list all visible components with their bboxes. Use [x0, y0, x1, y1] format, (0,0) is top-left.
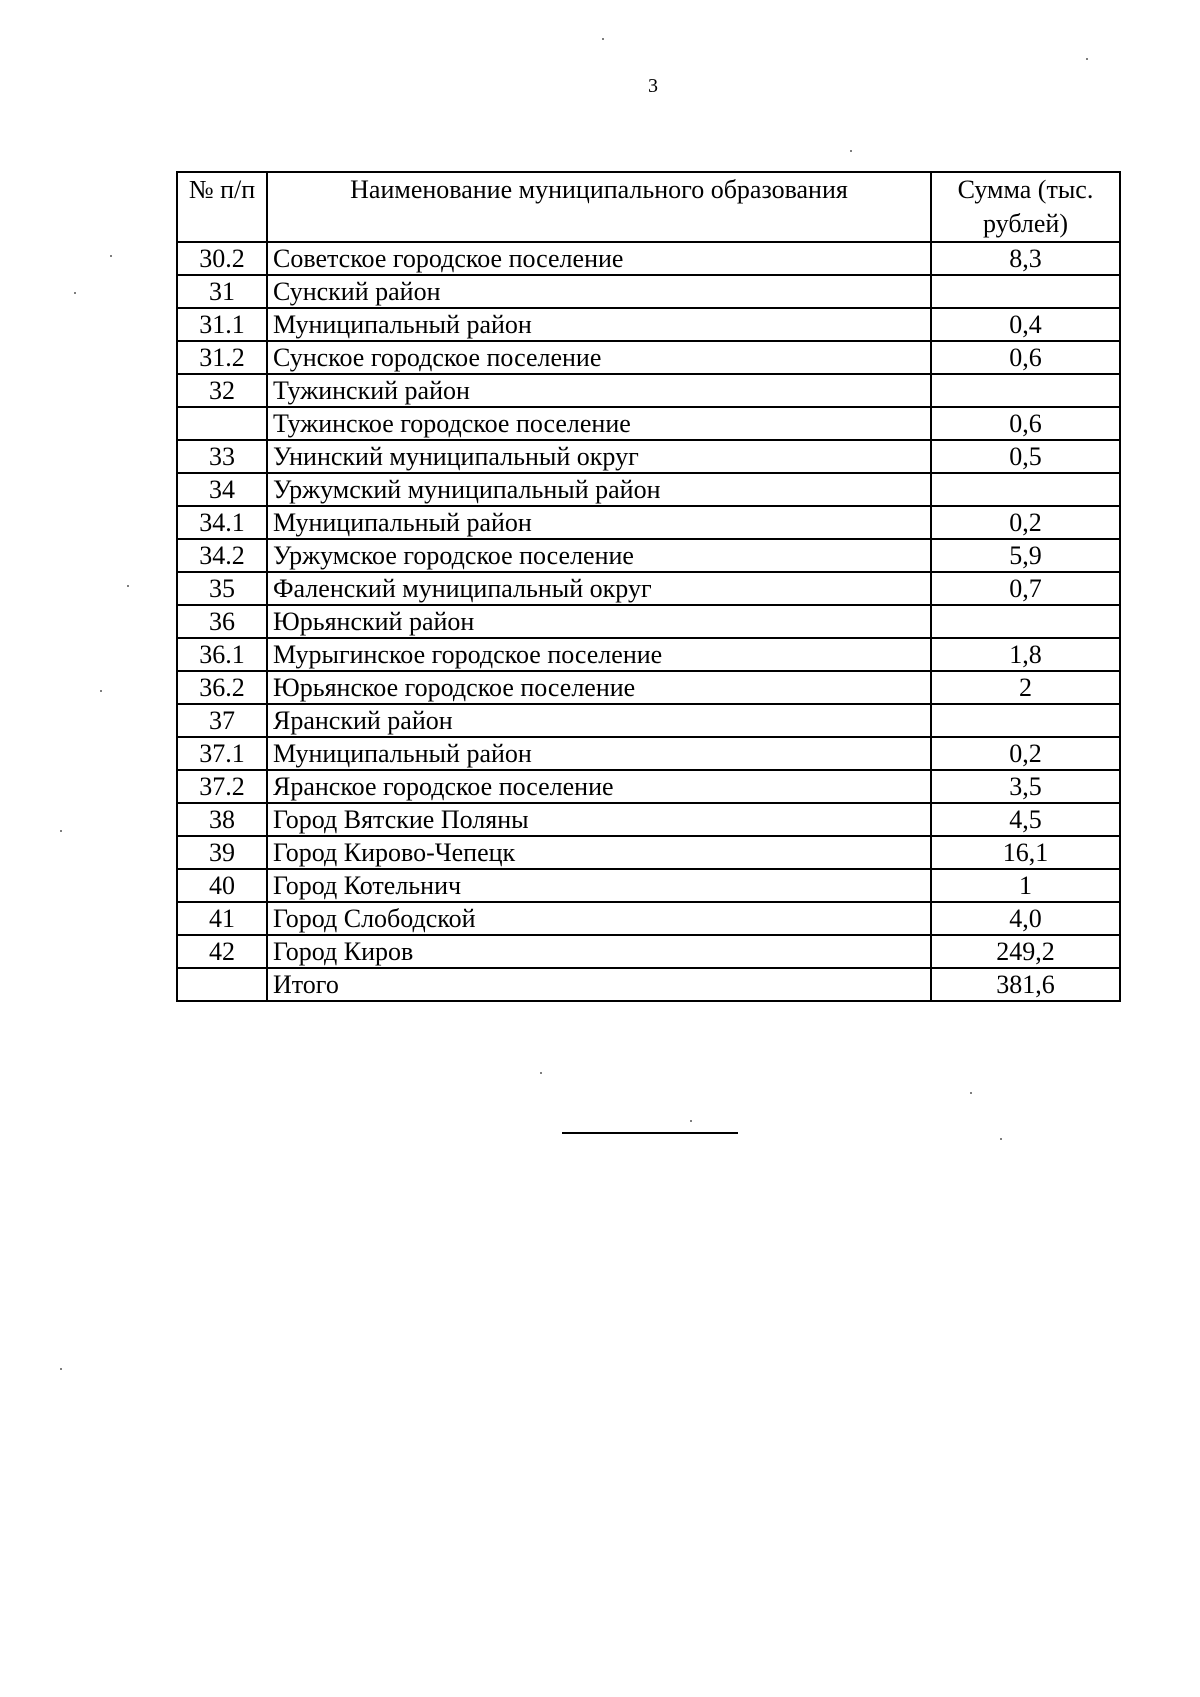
- row-sum: 381,6: [931, 968, 1120, 1001]
- table-row: [177, 671, 1120, 704]
- page-number: 3: [648, 75, 658, 97]
- row-sum: 0,7: [931, 572, 1120, 605]
- row-name: Яранское городское поселение: [267, 770, 931, 803]
- row-name: Уржумское городское поселение: [267, 539, 931, 572]
- row-name: Советское городское поселение: [267, 242, 931, 275]
- table-row: [177, 473, 1120, 506]
- row-name: Город Слободской: [267, 902, 931, 935]
- scan-speck: [540, 1072, 542, 1074]
- row-name: Юрьянское городское поселение: [267, 671, 931, 704]
- row-name: Город Вятские Поляны: [267, 803, 931, 836]
- row-sum: [931, 374, 1120, 407]
- scan-speck: [60, 830, 62, 832]
- table-body: [177, 242, 1120, 1001]
- table-row: [177, 440, 1120, 473]
- row-sum: 4,0: [931, 902, 1120, 935]
- row-sum: 0,6: [931, 341, 1120, 374]
- table-row: [177, 869, 1120, 902]
- row-number: 33: [177, 440, 267, 473]
- table-row: [177, 935, 1120, 968]
- row-name: Уржумский муниципальный район: [267, 473, 931, 506]
- table-row: [177, 605, 1120, 638]
- row-number: 38: [177, 803, 267, 836]
- row-sum: 0,6: [931, 407, 1120, 440]
- row-number: 30.2: [177, 242, 267, 275]
- table-row: [177, 803, 1120, 836]
- row-sum: 0,2: [931, 737, 1120, 770]
- row-name: Муниципальный район: [267, 737, 931, 770]
- scan-speck: [74, 292, 76, 294]
- row-number: [177, 968, 267, 1001]
- table-row: [177, 506, 1120, 539]
- row-sum: 3,5: [931, 770, 1120, 803]
- row-number: 40: [177, 869, 267, 902]
- table-row: [177, 308, 1120, 341]
- row-sum: 16,1: [931, 836, 1120, 869]
- row-sum: 0,4: [931, 308, 1120, 341]
- table-row: [177, 770, 1120, 803]
- row-name: Муниципальный район: [267, 308, 931, 341]
- scan-speck: [60, 1368, 62, 1370]
- row-name: Город Киров: [267, 935, 931, 968]
- allocation-table: [176, 171, 1121, 1002]
- row-name: Мурыгинское городское поселение: [267, 638, 931, 671]
- row-number: 31.2: [177, 341, 267, 374]
- row-number: 35: [177, 572, 267, 605]
- row-number: 37.1: [177, 737, 267, 770]
- row-name: Город Кирово-Чепецк: [267, 836, 931, 869]
- row-number: 31.1: [177, 308, 267, 341]
- row-sum: 4,5: [931, 803, 1120, 836]
- table-row: [177, 407, 1120, 440]
- row-sum: 2: [931, 671, 1120, 704]
- row-number: 31: [177, 275, 267, 308]
- row-number: 37.2: [177, 770, 267, 803]
- row-name: Фаленский муниципальный округ: [267, 572, 931, 605]
- row-number: 34.1: [177, 506, 267, 539]
- row-name: Город Котельнич: [267, 869, 931, 902]
- table-row: [177, 638, 1120, 671]
- scan-speck: [110, 255, 112, 257]
- header-number: № п/п: [177, 172, 267, 242]
- scan-speck: [602, 38, 604, 40]
- table-row: [177, 539, 1120, 572]
- row-name: Тужинское городское поселение: [267, 407, 931, 440]
- row-sum: [931, 704, 1120, 737]
- row-number: 36.2: [177, 671, 267, 704]
- table-row: [177, 836, 1120, 869]
- row-sum: 8,3: [931, 242, 1120, 275]
- row-sum: [931, 275, 1120, 308]
- row-name: Сунское городское поселение: [267, 341, 931, 374]
- row-name: Юрьянский район: [267, 605, 931, 638]
- header-sum: Сумма (тыс. рублей): [931, 172, 1120, 242]
- row-number: 34: [177, 473, 267, 506]
- row-number: 36: [177, 605, 267, 638]
- row-sum: 1,8: [931, 638, 1120, 671]
- row-sum: [931, 605, 1120, 638]
- row-number: 42: [177, 935, 267, 968]
- scan-speck: [970, 1092, 972, 1094]
- row-name: Итого: [267, 968, 931, 1001]
- table-row: [177, 341, 1120, 374]
- row-sum: 0,2: [931, 506, 1120, 539]
- scan-speck: [100, 690, 102, 692]
- row-sum: [931, 473, 1120, 506]
- row-number: 41: [177, 902, 267, 935]
- row-name: Яранский район: [267, 704, 931, 737]
- row-number: 39: [177, 836, 267, 869]
- scan-speck: [127, 585, 129, 587]
- row-sum: 249,2: [931, 935, 1120, 968]
- scan-speck: [690, 1120, 692, 1122]
- end-divider: [562, 1132, 738, 1134]
- row-sum: 0,5: [931, 440, 1120, 473]
- table-row: [177, 968, 1120, 1001]
- row-sum: 1: [931, 869, 1120, 902]
- row-name: Муниципальный район: [267, 506, 931, 539]
- table-row: [177, 902, 1120, 935]
- row-sum: 5,9: [931, 539, 1120, 572]
- scan-speck: [850, 150, 852, 152]
- scan-speck: [1086, 58, 1088, 60]
- row-name: Тужинский район: [267, 374, 931, 407]
- header-name: Наименование муниципального образования: [267, 172, 931, 242]
- row-number: 36.1: [177, 638, 267, 671]
- row-number: 32: [177, 374, 267, 407]
- scan-speck: [1000, 1138, 1002, 1140]
- table-row: [177, 704, 1120, 737]
- table-row: [177, 572, 1120, 605]
- row-number: 34.2: [177, 539, 267, 572]
- row-name: Унинский муниципальный округ: [267, 440, 931, 473]
- table-row: [177, 275, 1120, 308]
- table-row: [177, 242, 1120, 275]
- table-row: [177, 374, 1120, 407]
- table-header-row: [177, 172, 1120, 242]
- row-number: 37: [177, 704, 267, 737]
- row-name: Сунский район: [267, 275, 931, 308]
- table-row: [177, 737, 1120, 770]
- row-number: [177, 407, 267, 440]
